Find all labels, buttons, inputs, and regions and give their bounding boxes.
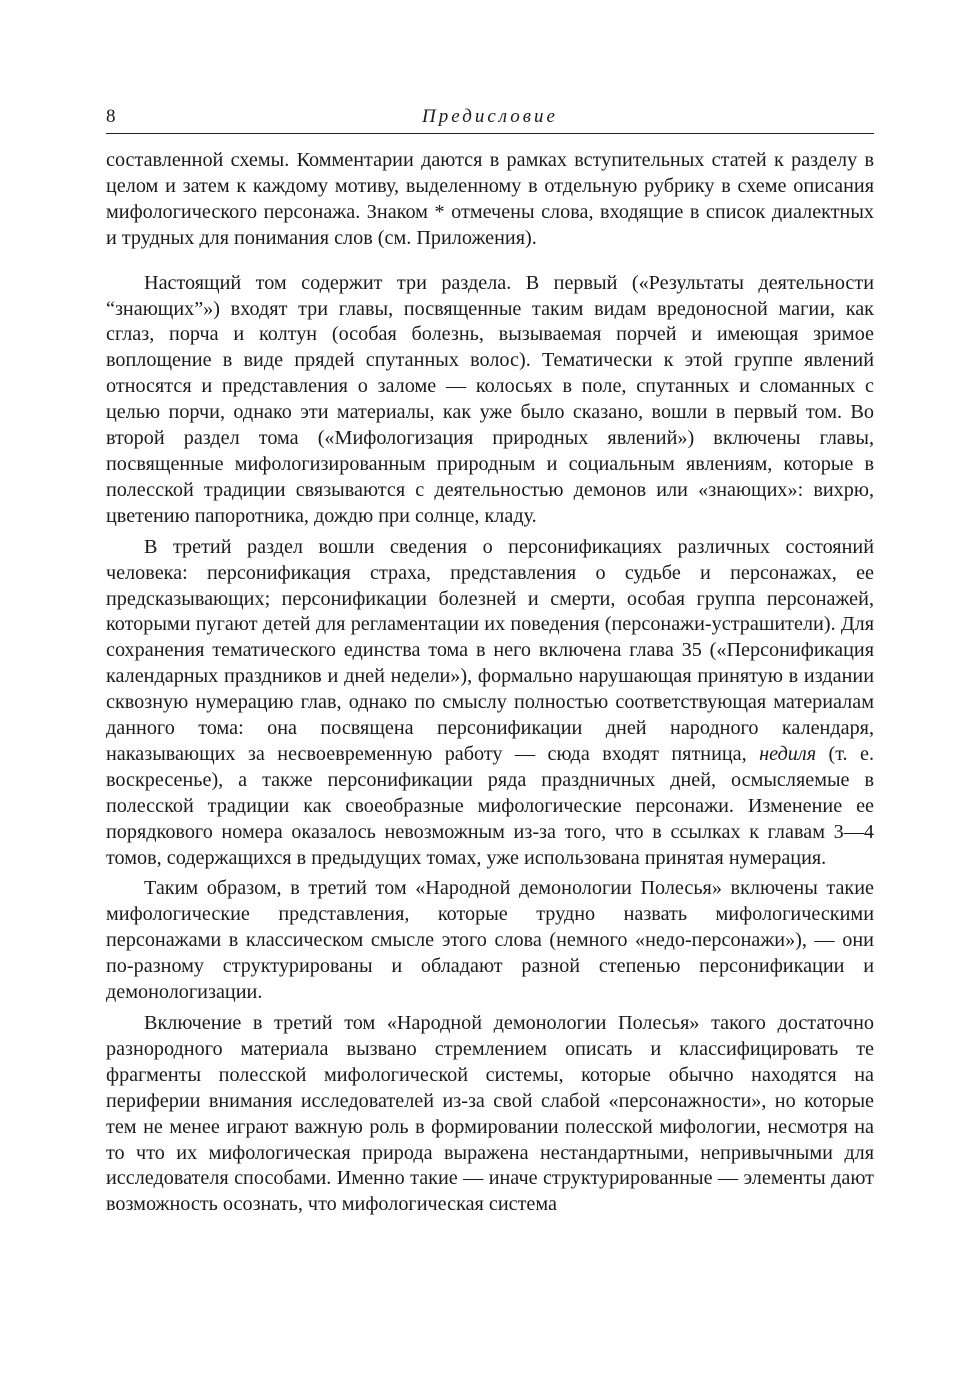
book-page (106, 102, 874, 1218)
paragraph-2: Настоящий том содержит три раздела. В первый («Результаты деятельности “знающих”») входят три главы, посвященные таким видам вредоносной магии, как сглаз, порча и колтун (особая болезнь, вызываемая порчей и имеющая зримое воплощение в виде прядей спутанных волос). Тематически к этой группе явлений относятся и представления о заломе — колосьях в поле, спутанных и сломанных с целью порчи, однако эти материалы, как уже было сказано, вошли в первый том. Во второй раздел тома («Мифологизация природных явлений») включены главы, посвященные мифологизированным природным и социальным явлениям, которые в полесской традиции связываются с деятельностью демонов или «знающих»: вихрю, цветению папоротника, дождю при солнце, кладу. (106, 271, 874, 527)
body-text (106, 148, 874, 1218)
paragraph-3-part-1: В третий раздел вошли сведения о персонификациях различных состояний человека: персонификация страха, представления о судьбе и персонажах, ее предсказывающих; персонификации болезней и смерти, особая группа персонажей, которыми пугают детей для регламентации их поведения (персонажи-устрашители). Для сохранения тематического единства тома в него включена глава 35 («Персонификация календарных праздников и дней недели»), формально нарушающая принятую в издании сквозную нумерацию глав, однако по смыслу полностью соответствующая материалам данного тома: она посвящена персонификации дней народного календаря, наказывающих за несвоевременную работу — сюда входят пятница, (106, 535, 874, 765)
paragraph-3 (106, 535, 874, 872)
paragraph-3-italic-word: недиля (759, 742, 817, 765)
page-number: 8 (106, 106, 116, 127)
paragraph-5: Включение в третий том «Народной демонологии Полесья» такого достаточно разнородного материала вызвано стремлением описать и классифицировать те фрагменты полесской мифологической системы, которые обычно находятся на периферии внимания исследователей из-за свой слабой «персонажности», но которые тем не менее играют важную роль в формировании полесской мифологии, несмотря на то что их мифологическая природа выражена нестандартными, непривычными для исследователя способами. Именно такие — иначе структурированные — элементы дают возможность осознать, что мифологическая система (106, 1012, 874, 1216)
running-title: Предисловие (422, 106, 558, 127)
paragraph-1: составленной схемы. Комментарии даются в рамках вступительных статей к разделу в целом и затем к каждому мотиву, выделенному в отдельную рубрику в схеме описания мифологического персонажа. Знаком * отмечены слова, входящие в список диалектных и трудных для понимания слов (см. Приложения). (106, 149, 874, 249)
running-head (106, 102, 874, 134)
paragraph-4: Таким образом, в третий том «Народной демонологии Полесья» включены такие мифологические представления, которые трудно назвать мифологическими персонажами в классическом смысле этого слова (немного «недо-персонажи»), — они по-разному структурированы и обладают разной степенью персонификации и демонологизации. (106, 877, 874, 1004)
paragraph-3-part-2: (т. е. воскресенье), а также персонификации ряда праздничных дней, осмысляемые в полесской традиции как своеобразные мифологические персонажи. Изменение ее порядкового номера оказалось невозможным из-за того, что в ссылках к главам 3—4 томов, содержащихся в предыдущих томах, уже использована принятая нумерация. (106, 742, 874, 869)
